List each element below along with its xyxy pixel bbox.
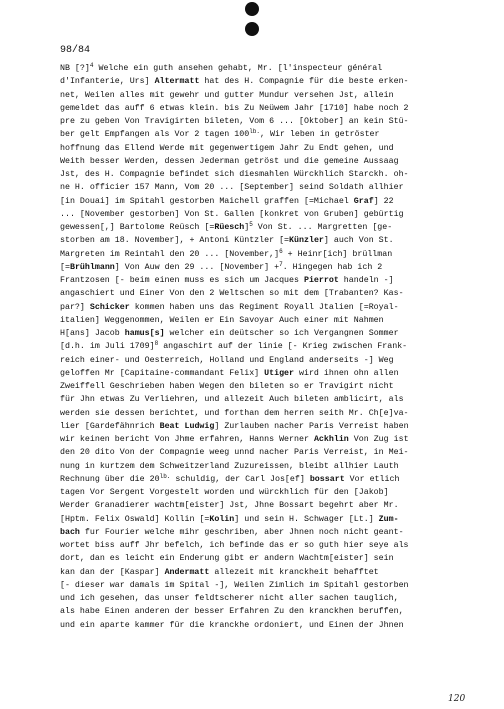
text-line <box>60 155 480 168</box>
text-run: [Hptm. Felix Oswald] Kollin [= <box>60 514 210 524</box>
text-line <box>60 168 480 181</box>
text-run: und ein aparte kammer für die kranckhe ordoniert, und Einen der Jhnen <box>60 620 404 630</box>
footnote-marker: 8 <box>154 340 159 348</box>
bold-name: Schicker <box>89 302 130 312</box>
text-run: ber gelt Empfangen als Vor 2 tagen 100 <box>60 130 250 140</box>
text-line <box>60 89 480 102</box>
text-line <box>60 566 480 579</box>
text-run: geloffen Mr [Capitaine-commandant Felix] <box>60 368 265 378</box>
bold-name: Zum- <box>378 514 399 524</box>
text-line <box>60 433 480 446</box>
bold-name: Brühlmann <box>69 262 115 272</box>
text-run: ] Von Auw den 29 ... [November] + <box>114 262 280 272</box>
footnote-marker: 6 <box>279 247 283 255</box>
bold-name: Altermatt <box>154 77 200 87</box>
text-line <box>60 552 480 565</box>
folio-number: 120 <box>448 694 466 704</box>
text-run: ] <box>244 223 250 232</box>
text-run: Rechnung über die 20 <box>60 474 160 484</box>
text-run: ] Zurlauben nacher Paris Verreist haben <box>214 421 409 431</box>
bold-name: Graf <box>353 196 374 206</box>
bold-name: bach <box>60 527 80 537</box>
text-run: H[ans] Jacob <box>60 329 125 338</box>
text-run: allezeit mit kranckheit behafftet <box>209 567 379 577</box>
bold-name: Künzler <box>289 236 324 246</box>
text-run: hat des H. Compagnie für die beste erken- <box>199 77 409 87</box>
text-run: Vor etlich <box>344 474 400 484</box>
text-line <box>60 526 480 539</box>
text-line <box>60 62 480 75</box>
bold-name: bossart <box>309 474 345 484</box>
page-reference: 98/84 <box>60 45 91 56</box>
text-line <box>60 340 480 353</box>
text-run: handeln -] <box>338 276 394 285</box>
text-run: welcher ein deütscher so ich Vergangnen Sommer <box>164 329 399 338</box>
bold-name: Pierrot <box>303 276 339 285</box>
text-line <box>60 301 480 314</box>
text-run: Jst, des H. Compagnie befindet sich diesmahlen Würckhlich Starckh. oh- <box>60 170 409 179</box>
text-line <box>60 486 480 499</box>
text-run: [- dieser war damals im Spital -], Weilen Zimlich im Spitahl gestorben <box>60 580 409 590</box>
footnote-marker: lb. <box>249 128 261 136</box>
punch-hole-bottom <box>245 22 259 36</box>
text-run: und ich gesehen, das unser feldtscherer nicht aller sachen tauglich, <box>60 594 399 603</box>
text-line <box>60 605 480 618</box>
footnote-marker: 7 <box>279 260 283 268</box>
text-run: kommen haben uns das Regiment Royall Jtalien [=Royal- <box>129 302 399 312</box>
text-run: wortet biss auff Jhr befelch, ich befinde das er so guth hier seye als <box>60 541 409 550</box>
text-line <box>60 327 480 340</box>
text-line <box>60 314 480 327</box>
text-run: storben am 18. November], + Antoni Küntzler [= <box>60 236 290 246</box>
text-run: als habe Einen anderen der besser Erfahren Zu den kranckhen beruffen, <box>60 607 404 617</box>
text-run: angaschiert und Einer Von den 2 Weltschen so mit dem [Trabanten? Kas- <box>60 289 404 299</box>
text-run: pre zu geben Von Travigirten bileten, Vom 6 ... [Oktober] an kein Stü- <box>60 117 409 126</box>
text-run: Werder Granadierer wachtm[eister] Jst, Jhne Bossart begehrt aber Mr. <box>60 501 399 511</box>
text-run: ] und sein H. Schwager [Lt.] <box>234 514 379 524</box>
text-run: NB [?] <box>60 64 90 73</box>
text-line <box>60 142 480 155</box>
bold-name: Andermatt <box>164 567 210 577</box>
text-run: [d.h. im Juli 1709] <box>60 342 155 352</box>
text-line <box>60 539 480 552</box>
text-line <box>60 407 480 420</box>
text-line <box>60 102 480 115</box>
text-run: italien] Weggenommen, Weilen er Ein Savoyar Auch einer mit Nahmen <box>60 315 384 325</box>
text-line <box>60 208 480 221</box>
text-run: fur Fourier welche mihr geschriben, aber Jhnen noch nicht geant- <box>79 527 404 537</box>
text-run: dort, dan es leicht ein Enderung gibt er andern Wachtm[eister] sein <box>60 554 394 564</box>
text-line <box>60 579 480 592</box>
text-line <box>60 261 480 274</box>
text-run: Zweiffell Geschrieben haben Wegen den bileten so er Travigirt nicht <box>60 382 394 391</box>
text-run: schuldig, der Carl Jos[ef] <box>170 474 310 484</box>
text-line <box>60 115 480 128</box>
text-run: kan dan der [Kaspar] <box>60 567 165 577</box>
text-line <box>60 592 480 605</box>
text-run: den 20 dito Von der Compagnie weeg unnd nacher Paris Verreist, in Mei- <box>60 448 409 458</box>
text-line <box>60 420 480 433</box>
text-line <box>60 274 480 287</box>
text-run: d'Infanterie, Urs] <box>60 77 155 87</box>
text-line <box>60 234 480 247</box>
footnote-marker: 5 <box>249 221 253 228</box>
footnote-marker: lb. <box>159 472 171 480</box>
text-run: angaschirt auf der linie [- Krieg zwischen Frank- <box>158 342 408 352</box>
bold-name: Ackhlin <box>313 435 349 444</box>
text-run: tagen Vor Sergent Vorgestelt worden und würckhlich für den [Jakob] <box>60 488 389 497</box>
text-run: ] 22 <box>373 196 394 206</box>
text-line <box>60 75 480 88</box>
text-line <box>60 380 480 393</box>
bold-name: Beat Ludwig <box>159 421 215 431</box>
text-run: gemeldet das auff 6 etwas klein. bis Zu Neüwem Jahr [1710] habe noch 2 <box>60 103 409 113</box>
text-run: Margreten im Reintahl den 20 ... [November,] <box>60 249 280 259</box>
text-run: ] auch Von St. <box>323 236 394 246</box>
text-line <box>60 195 480 208</box>
text-run: Weith besser Werden, dessen Jederman getröst und die gemeine Aussaag <box>60 156 399 166</box>
text-run: par?] <box>60 302 90 312</box>
text-line <box>60 248 480 261</box>
text-line <box>60 367 480 380</box>
text-line <box>60 499 480 512</box>
text-run: ... [November gestorben] Von St. Gallen [konkret von Gruben] gebürtig <box>60 209 404 219</box>
text-run: + Heinr[ich] brüllman <box>282 249 393 259</box>
text-run: Von Zug ist <box>348 435 409 444</box>
text-run: lier [Gardefähnrich <box>60 421 160 431</box>
text-line <box>60 287 480 300</box>
text-line <box>60 128 480 141</box>
text-run: Welche ein guth ansehen gehabt, Mr. [l'inspecteur général <box>93 64 383 73</box>
text-line <box>60 393 480 406</box>
text-run: ne H. officier 157 Mann, Vom 20 ... [September] seind Soldath allhier <box>60 183 404 193</box>
text-line <box>60 460 480 473</box>
bold-name: Kolin <box>209 514 235 524</box>
text-line <box>60 354 480 367</box>
text-run: wir keinen bericht Von Jhme erfahren, Hanns Werner <box>60 435 314 444</box>
text-line <box>60 619 480 632</box>
text-run: Frantzosen [- beim einen muss es sich um Jacques <box>60 276 304 285</box>
text-run: reich einer- und Oesterreich, Holland und England anderseits -] Weg <box>60 355 394 365</box>
text-run: hoffnung das Ellend Werde mit gegenwertigem Jahr Zu Endt gehen, und <box>60 143 394 153</box>
text-run: gewessen[,] Bartolome Reüsch [= <box>60 223 215 232</box>
text-run: werden sie dessen berichtet, und forthan dem herren seith Mr. Ch[e]va- <box>60 408 409 418</box>
text-run: , Wir leben in getröster <box>260 130 380 140</box>
punch-hole-top <box>245 2 259 16</box>
text-run: nung in kurtzem dem Schweitzerland Zuzureissen, bleibt allhier Lauth <box>60 461 399 471</box>
text-line <box>60 181 480 194</box>
text-run: . Hingegen hab ich 2 <box>282 262 383 272</box>
text-run: für Jhn etwas Zu Verliehren, und allezeit Auch bileten amblicirt, als <box>60 395 404 405</box>
text-line <box>60 221 480 234</box>
text-run: net, Weilen alles mit gewehr und gutter Mundur versehen Jst, allein <box>60 90 394 100</box>
footnote-marker: 4 <box>89 62 94 69</box>
text-run: [in Douai] im Spitahl gestorben Maichell graffen [=Michael <box>60 196 354 206</box>
bold-name: Utiger <box>264 368 295 378</box>
transcription-body <box>60 62 480 632</box>
text-line <box>60 513 480 526</box>
text-run: Von St. ... Margretten [ge- <box>252 223 393 232</box>
bold-name: hamus[s] <box>124 329 165 338</box>
text-run: wird ihnen ohn allen <box>294 368 399 378</box>
text-line <box>60 473 480 486</box>
text-line <box>60 446 480 459</box>
bold-name: Rüesch <box>214 223 245 232</box>
text-run: [= <box>60 262 70 272</box>
